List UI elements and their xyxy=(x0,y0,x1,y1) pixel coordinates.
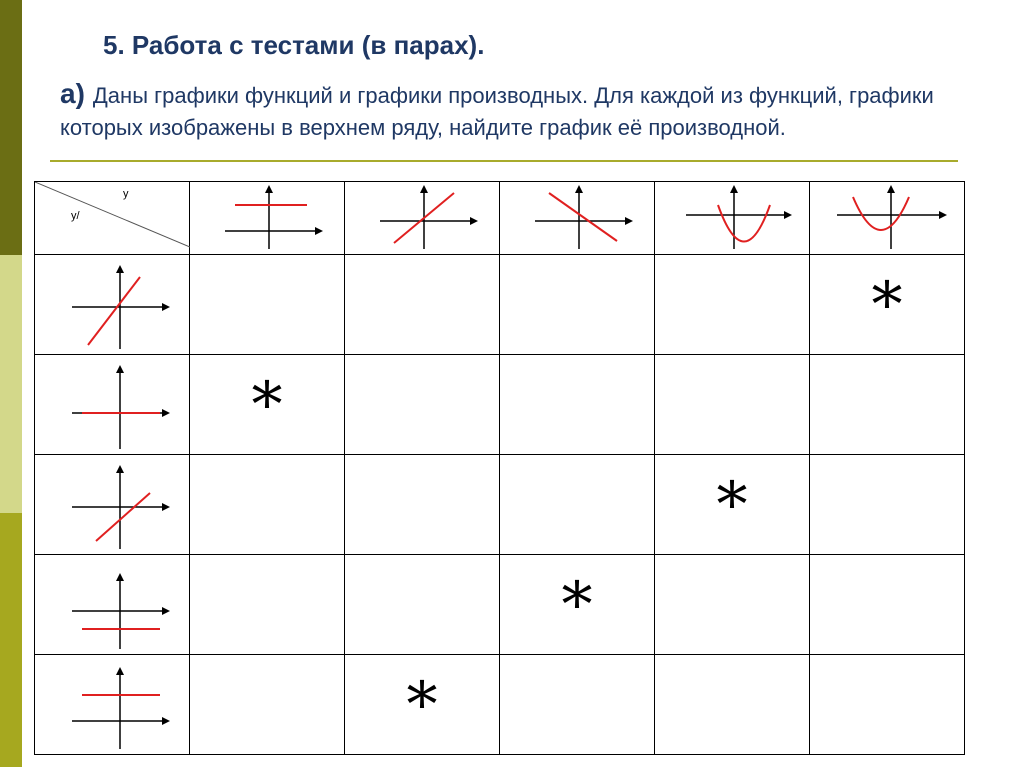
header-cell-3 xyxy=(500,182,655,255)
cell-r2-c1 xyxy=(190,355,345,455)
function-graph-5-icon xyxy=(827,183,947,253)
cell-r4-c1 xyxy=(190,555,345,655)
derivative-graph-3-icon xyxy=(52,457,172,553)
cell-r1-c4 xyxy=(655,255,810,355)
row-header-cell-4 xyxy=(35,555,190,655)
match-star: * xyxy=(561,568,593,641)
match-star: * xyxy=(871,268,903,341)
cell-r2-c2 xyxy=(345,355,500,455)
cell-r5-c1 xyxy=(190,655,345,755)
header-cell-2 xyxy=(345,182,500,255)
cell-r1-c3 xyxy=(500,255,655,355)
corner-label-derivative: y/ xyxy=(71,210,80,222)
cell-r1-c5 xyxy=(810,255,965,355)
cell-r5-c3 xyxy=(500,655,655,755)
corner-diagonal-line xyxy=(35,182,190,254)
cell-r2-c4 xyxy=(655,355,810,455)
match-star: * xyxy=(406,668,438,741)
table-row xyxy=(35,455,965,555)
cell-r1-c1 xyxy=(190,255,345,355)
function-graph-4-icon xyxy=(672,183,792,253)
cell-r5-c2 xyxy=(345,655,500,755)
derivative-graph-5-icon xyxy=(52,657,172,753)
cell-r3-c4 xyxy=(655,455,810,555)
task-text: Даны графики функций и графики производных. Для каждой из функций, графики которых изображены в верхнем ряду, найдите график её производной. xyxy=(60,83,934,140)
row-header-cell-1 xyxy=(35,255,190,355)
cell-r4-c5 xyxy=(810,555,965,655)
cell-r2-c3 xyxy=(500,355,655,455)
match-star: * xyxy=(716,468,748,541)
divider-line xyxy=(50,160,958,162)
table-row xyxy=(35,655,965,755)
function-graph-1-icon xyxy=(207,183,327,253)
header-cell-5 xyxy=(810,182,965,255)
corner-label-function: y xyxy=(123,188,129,200)
task-text-block xyxy=(60,78,1020,144)
header-row xyxy=(35,182,965,255)
slide-title: 5. Работа с тестами (в парах). xyxy=(103,30,485,60)
header-cell-1 xyxy=(190,182,345,255)
match-star: * xyxy=(251,368,283,441)
derivative-graph-1-icon xyxy=(52,257,172,353)
row-header-cell-5 xyxy=(35,655,190,755)
cell-r1-c2 xyxy=(345,255,500,355)
task-marker: а) xyxy=(60,78,85,109)
corner-cell xyxy=(35,182,190,255)
cell-r3-c5 xyxy=(810,455,965,555)
table-row xyxy=(35,355,965,455)
function-graph-2-icon xyxy=(362,183,482,253)
matching-table xyxy=(34,181,965,755)
table-row xyxy=(35,555,965,655)
header-cell-4 xyxy=(655,182,810,255)
derivative-graph-4-icon xyxy=(52,557,172,653)
cell-r3-c3 xyxy=(500,455,655,555)
cell-r2-c5 xyxy=(810,355,965,455)
cell-r4-c4 xyxy=(655,555,810,655)
row-header-cell-3 xyxy=(35,455,190,555)
cell-r3-c1 xyxy=(190,455,345,555)
side-bar-mid xyxy=(0,513,22,767)
cell-r3-c2 xyxy=(345,455,500,555)
side-bar-dark xyxy=(0,0,22,255)
cell-r4-c3 xyxy=(500,555,655,655)
side-bar-light xyxy=(0,255,22,513)
derivative-graph-2-icon xyxy=(52,357,172,453)
table-row xyxy=(35,255,965,355)
cell-r5-c5 xyxy=(810,655,965,755)
function-graph-3-icon xyxy=(517,183,637,253)
cell-r4-c2 xyxy=(345,555,500,655)
row-header-cell-2 xyxy=(35,355,190,455)
cell-r5-c4 xyxy=(655,655,810,755)
